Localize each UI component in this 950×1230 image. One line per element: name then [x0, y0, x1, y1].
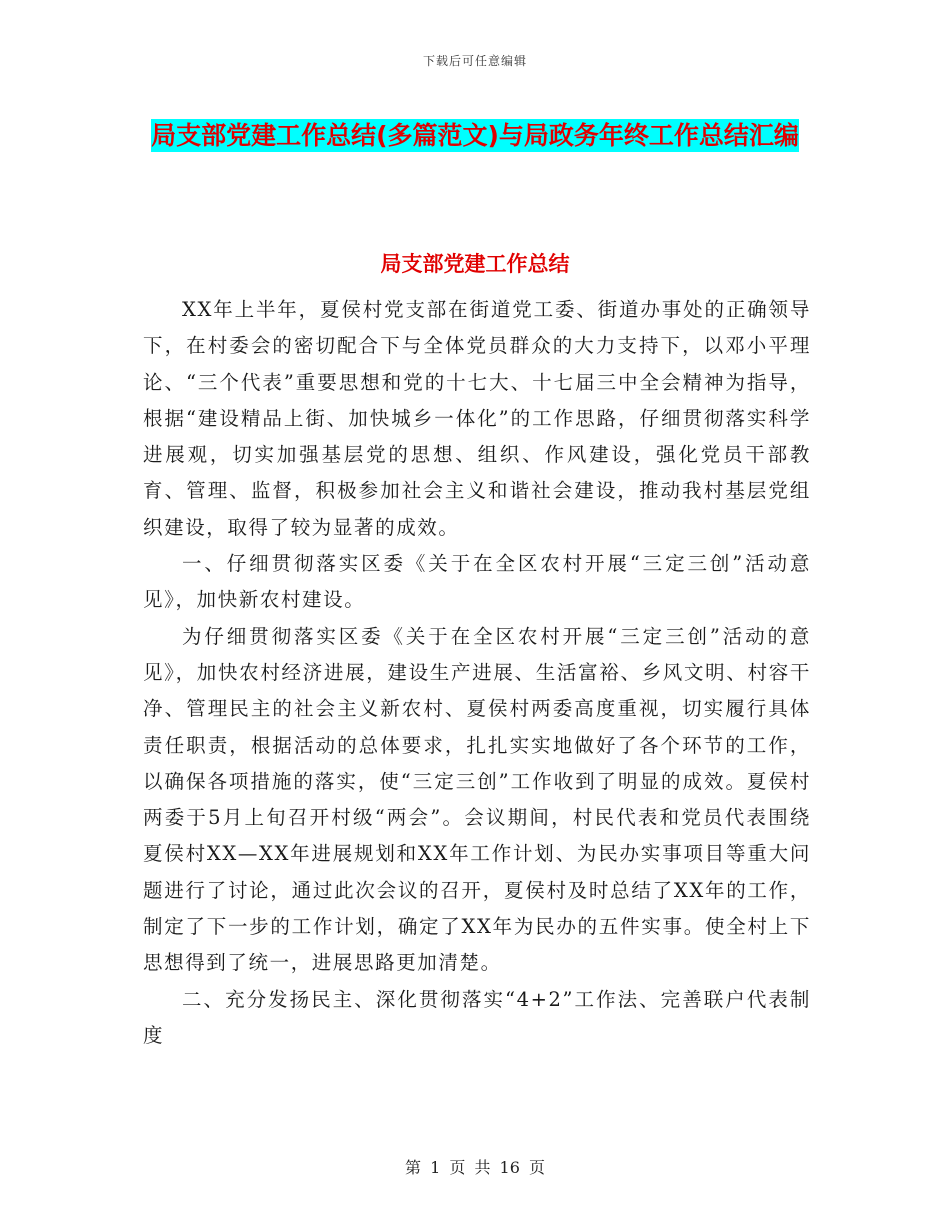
page-header-note: 下载后可任意编辑 [422, 54, 527, 68]
page-number: 第 1 页 共 16 页 [405, 1158, 545, 1177]
section-title: 局支部党建工作总结 [380, 252, 570, 276]
paragraph-heading-1: 一、仔细贯彻落实区委《关于在全区农村开展“三定三创”活动意见》，加快新农村建设。 [143, 552, 811, 612]
paragraph-intro: XX年上半年，夏侯村党支部在街道党工委、街道办事处的正确领导下，在村委会的密切配合下与全体党员群众的大力支持下，以邓小平理论、“三个代表”重要思想和党的十七大、十七届三中全会精神为指导，根据“建设精品上街、加快城乡一体化”的工作思路，仔细贯彻落实科学进展观，切实加强基层党的思想、组织、作风建设，强化党员干部教育、管理、监督，积极参加社会主义和谐社会建设，推动我村基层党组织建设，取得了较为显著的成效。 [143, 298, 811, 539]
paragraph-body-1: 为仔细贯彻落实区委《关于在全区农村开展“三定三创”活动的意见》，加快农村经济进展，建设生产进展、生活富裕、乡风文明、村容干净、管理民主的社会主义新农村、夏侯村两委高度重视，切实履行具体责任职责，根据活动的总体要求，扎扎实实地做好了各个环节的工作，以确保各项措施的落实，使“三定三创”工作收到了明显的成效。夏侯村两委于5月上旬召开村级“两会”。会议期间，村民代表和党员代表围绕夏侯村XX—XX年进展规划和XX年工作计划、为民办实事项目等重大问题进行了讨论，通过此次会议的召开，夏侯村及时总结了XX年的工作，制定了下一步的工作计划，确定了XX年为民办的五件实事。使全村上下思想得到了统一，进展思路更加清楚。 [143, 624, 811, 975]
document-title-text: 局支部党建工作总结(多篇范文)与局政务年终工作总结汇编 [151, 121, 799, 150]
body-text [143, 292, 811, 1054]
paragraph-heading-2: 二、充分发扬民主、深化贯彻落实“4+2”工作法、完善联户代表制度 [143, 987, 811, 1047]
document-title [145, 110, 805, 162]
